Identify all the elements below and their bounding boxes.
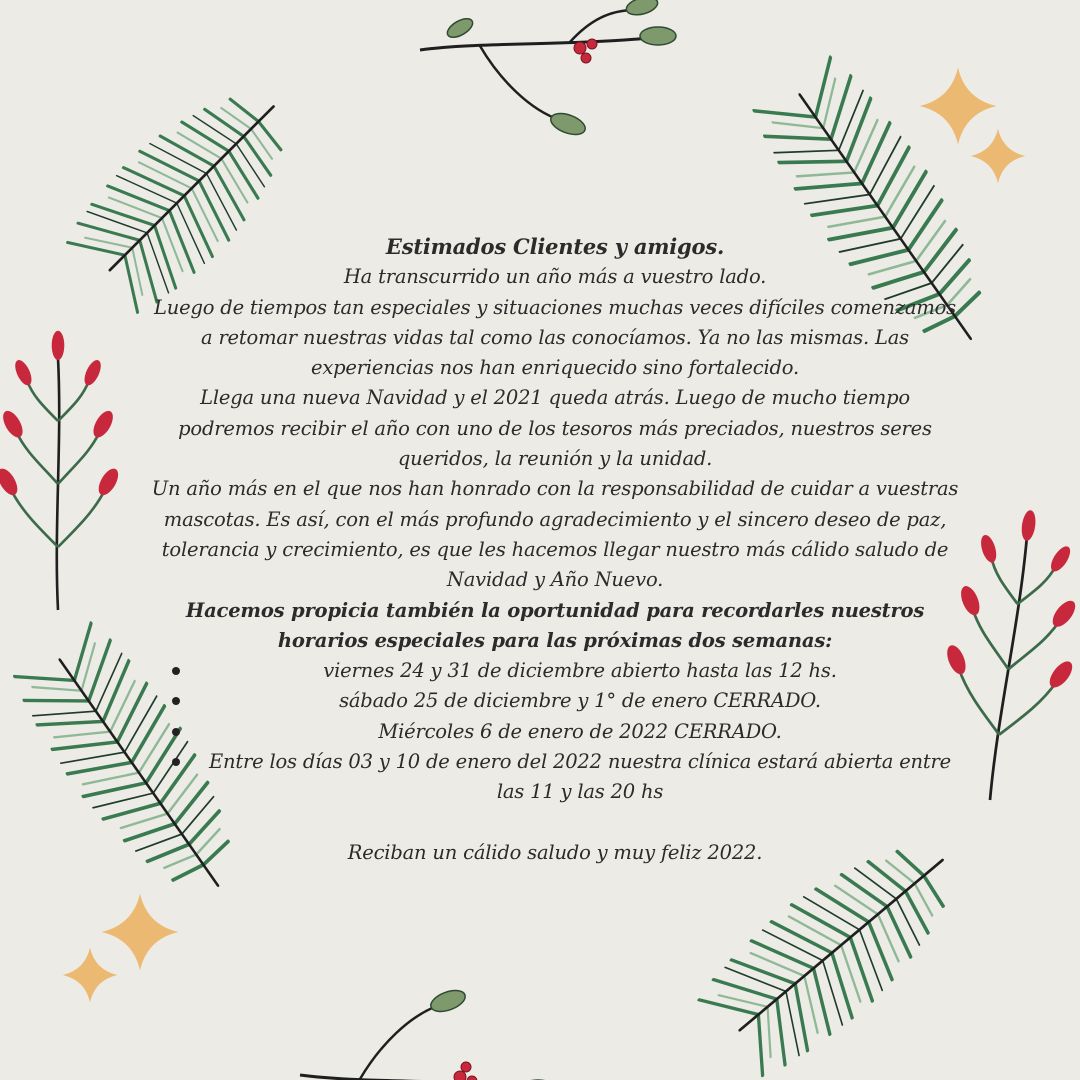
- paragraph: Un año más en el que nos han honrado con la responsabilidad de cuidar a vuestras mascotas. Es así, con el más profundo agradecimiento y el sincero deseo de paz, tolerancia y crecimiento, es que les hacemos llegar nuestro más cálido saludo de Navidad y Año Nuevo.: [151, 477, 959, 592]
- mistletoe-branch-icon: [300, 986, 556, 1080]
- sparkle-star-icon: [920, 68, 997, 145]
- schedule-item-text: Miércoles 6 de enero de 2022 CERRADO.: [378, 719, 782, 743]
- bullet-icon: [172, 728, 180, 736]
- list-item: [150, 656, 960, 686]
- greeting-heading: Estimados Clientes y amigos.: [385, 234, 725, 259]
- sparkle-star-icon: [63, 948, 117, 1002]
- bullet-icon: [172, 758, 180, 766]
- schedule-item-text: Entre los días 03 y 10 de enero del 2022 nuestra clínica estará abierta entre las 11 y las 20 hs: [208, 750, 952, 804]
- spacer: [150, 808, 960, 838]
- sparkle-star-icon: [971, 129, 1025, 183]
- red-berry-sprig-icon: [0, 331, 122, 610]
- list-item: [150, 747, 960, 808]
- schedule-intro: Hacemos propicia también la oportunidad para recordarles nuestros horarios especiales para las próximas dos semanas:: [185, 598, 925, 652]
- paragraph: Llega una nueva Navidad y el 2021 queda atrás. Luego de mucho tiempo podremos recibir el año con uno de los tesoros más preciados, nuestros seres queridos, la reunión y la unidad.: [178, 386, 932, 471]
- schedule-list: [150, 656, 960, 807]
- sparkle-star-icon: [102, 894, 179, 971]
- schedule-item-text: viernes 24 y 31 de diciembre abierto hasta las 12 hs.: [323, 659, 837, 683]
- schedule-item-text: sábado 25 de diciembre y 1° de enero CERRADO.: [339, 689, 821, 713]
- paragraph: Ha transcurrido un año más a vuestro lado.: [343, 265, 767, 289]
- list-item: [150, 686, 960, 716]
- closing-line: Reciban un cálido saludo y muy feliz 2022.: [347, 840, 763, 864]
- list-item: [150, 717, 960, 747]
- paragraph: Luego de tiempos tan especiales y situaciones muchas veces difíciles comenzamos a retomar nuestras vidas tal como las conocíamos. Ya no las mismas. Las experiencias nos han enriquecido sino fortalecido.: [154, 295, 956, 380]
- letter-body: [150, 232, 960, 868]
- mistletoe-branch-icon: [420, 0, 676, 139]
